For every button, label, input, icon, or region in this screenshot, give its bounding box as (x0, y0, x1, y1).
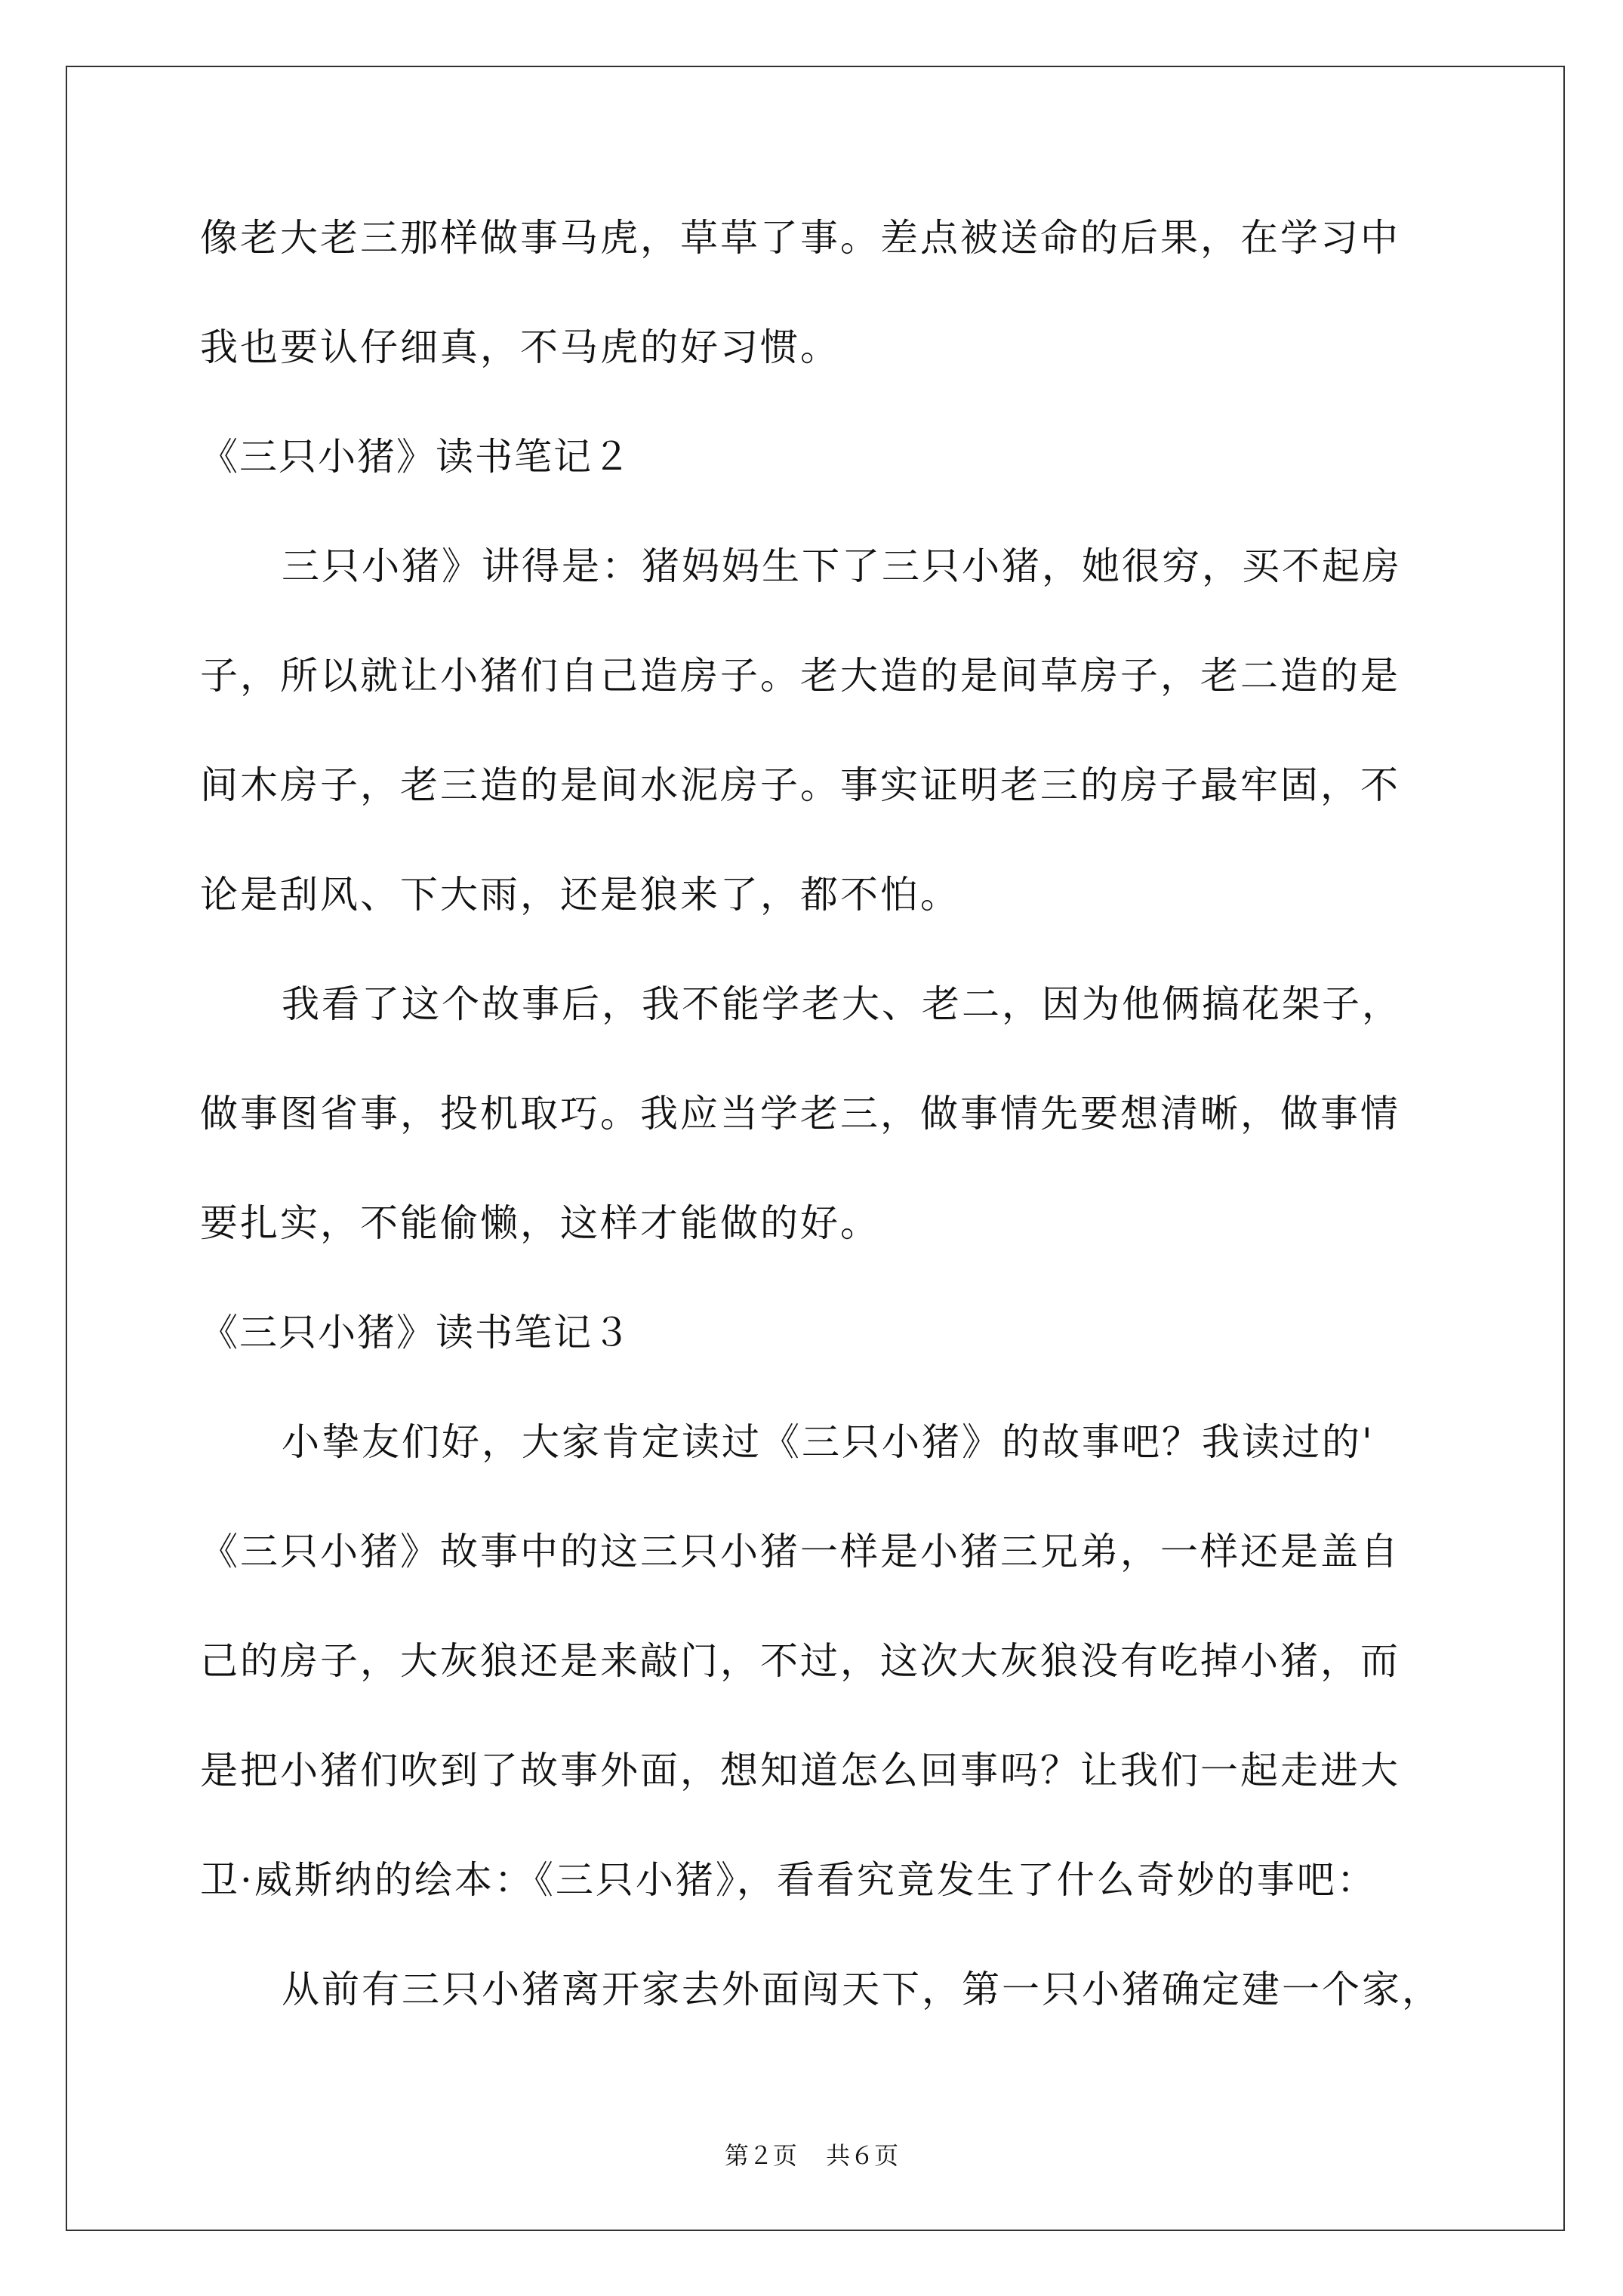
text-line: 论是刮风、下大雨，还是狼来了，都不怕。 (200, 873, 960, 917)
text-line: 子，所以就让小猪们自己造房子。老大造的是间草房子，老二造的是 (200, 654, 1400, 698)
paragraph-start: 三只小猪》讲得是：猪妈妈生下了三只小猪，她很穷，买不起房 (282, 544, 1402, 588)
section-heading: 《三只小猪》读书笔记３ (200, 1311, 632, 1354)
document-body (200, 216, 1453, 2080)
text-line: 间木房子，老三造的是间水泥房子。事实证明老三的房子最牢固，不 (200, 763, 1400, 807)
total-pages: 共６页 (826, 2141, 899, 2170)
paragraph-start: 从前有三只小猪离开家去外面闯天下，第一只小猪确定建一个家， (282, 1968, 1442, 2011)
text-line: 卫·威斯纳的绘本：《三只小猪》，看看究竟发生了什么奇妙的事吧： (200, 1858, 1377, 1902)
paragraph-start: 小挚友们好，大家肯定读过《三只小猪》的故事吧？我读过的' (282, 1420, 1375, 1464)
text-line: 己的房子，大灰狼还是来敲门，不过，这次大灰狼没有吃掉小猪，而 (200, 1639, 1400, 1683)
text-line: 我也要认仔细真，不马虎的好习惯。 (200, 325, 840, 369)
paragraph-start: 我看了这个故事后，我不能学老大、老二，因为他俩搞花架子， (282, 982, 1402, 1026)
text-line: 《三只小猪》故事中的这三只小猪一样是小猪三兄弟，一样还是盖自 (200, 1530, 1400, 1573)
page-footer (0, 2143, 1623, 2168)
text-line: 做事图省事，投机取巧。我应当学老三，做事情先要想清晰，做事情 (200, 1092, 1400, 1136)
text-line: 要扎实，不能偷懒，这样才能做的好。 (200, 1201, 880, 1245)
text-line: 是把小猪们吹到了故事外面，想知道怎么回事吗？让我们一起走进大 (200, 1749, 1400, 1792)
text-line: 像老大老三那样做事马虎，草草了事。差点被送命的后果，在学习中 (200, 216, 1400, 260)
page-number: 第２页 (724, 2141, 797, 2170)
section-heading: 《三只小猪》读书笔记２ (200, 435, 632, 479)
